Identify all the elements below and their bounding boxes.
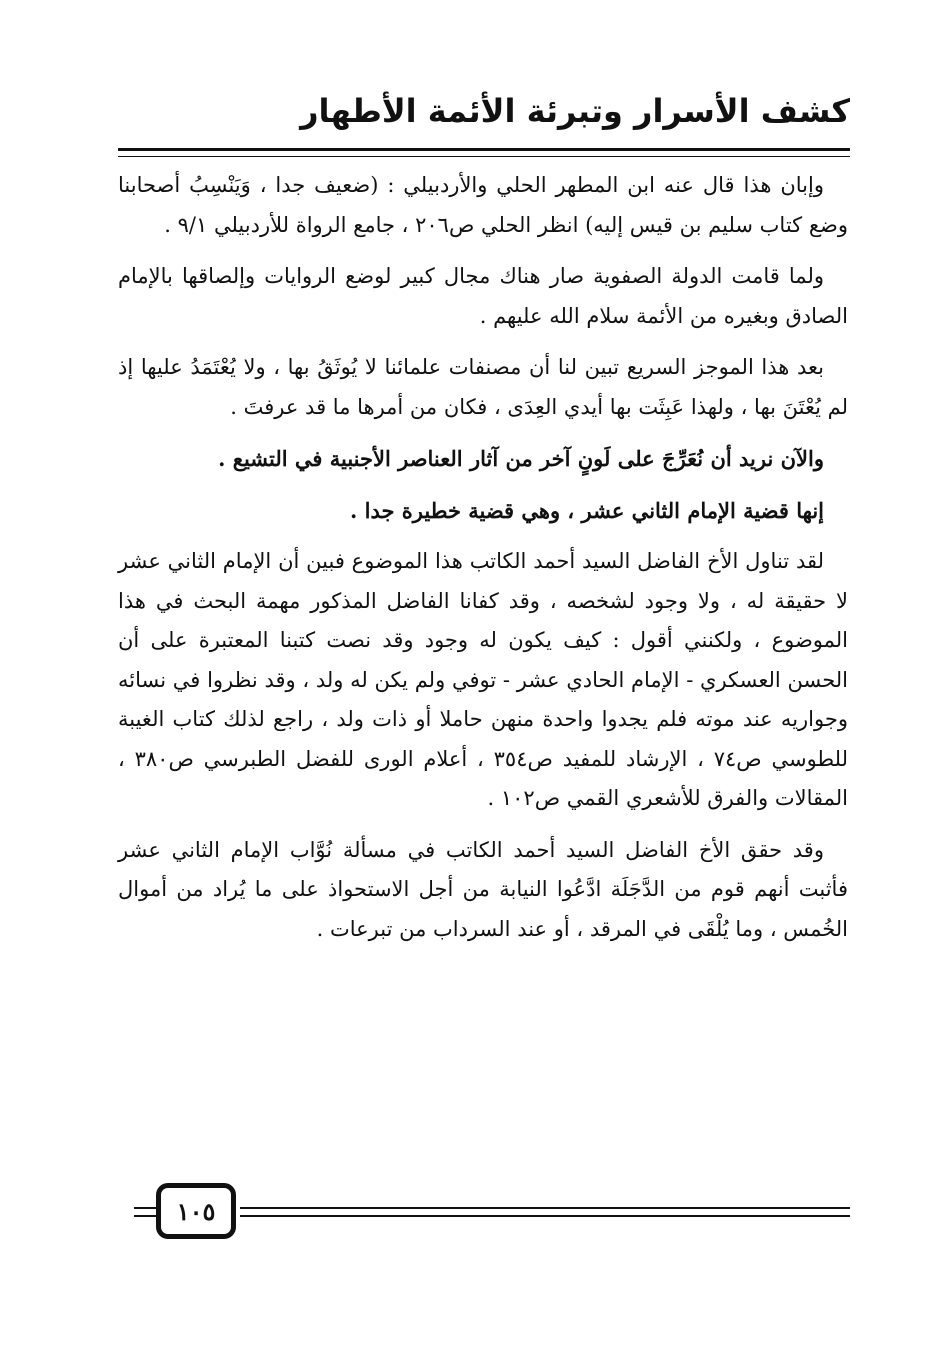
paragraph-1: وإبان هذا قال عنه ابن المطهر الحلي والأردبيلي : (ضعيف جدا ، وَيَنْسِبُ أصحابنا وضع كتاب سليم بن قيس إليه) انظر الحلي ص٢٠٦ ، جامع الرواة للأردبيلي ٩/١ . [118,173,848,237]
running-header-title: كشف الأسرار وتبرئة الأئمة الأطهار [300,92,850,130]
paragraph-7: وقد حقق الأخ الفاضل السيد أحمد الكاتب في مسألة نُوَّاب الإمام الثاني عشر فأثبت أنهم قوم من الدَّجَلَة ادَّعُوا النيابة من أجل الاستحواذ على ما يُراد من أموال الخُمس ، وما يُلْقَى في المرقد ، أو عند السرداب من تبرعات . [118,837,848,941]
paragraph-2: ولما قامت الدولة الصفوية صار هناك مجال كبير لوضع الروايات وإلصاقها بالإمام الصادق وبغيره من الأئمة سلام الله عليهم . [118,264,848,328]
paragraph-6: لقد تناول الأخ الفاضل السيد أحمد الكاتب هذا الموضوع فبين أن الإمام الثاني عشر لا حقيقة له ، ولا وجود لشخصه ، وقد كفانا الفاضل المذكور مهمة البحث في هذا الموضوع ، ولكنني أقول : كيف يكون له وجود وقد نصت كتبنا المعتبرة على أن الحسن العسكري - الإمام الحادي عشر - توفي ولم يكن له ولد ، وقد نظروا في نسائه وجواريه عند موته فلم يجدوا واحدة منهن حاملا أو ذات ولد ، راجع لذلك كتاب الغيبة للطوسي ص٧٤ ، الإرشاد للمفيد ص٣٥٤ ، أعلام الورى للفضل الطبرسي ص٣٨٠ ، المقالات والفرق للأشعري القمي ص١٠٢ . [118,549,849,810]
footer-rule-right-1 [240,1207,850,1209]
header-rule-thick [118,148,850,151]
page-number: ١٠٥ [176,1196,216,1226]
footer-rule-left-1 [134,1207,156,1209]
footer-rule-right-2 [240,1215,850,1217]
page-number-box [156,1183,236,1239]
header-rule-thin [118,156,850,157]
paragraph-5: إنها قضية الإمام الثاني عشر ، وهي قضية خطيرة جدا . [350,497,824,523]
paragraph-3: بعد هذا الموجز السريع تبين لنا أن مصنفات علمائنا لا يُوثَقُ بها ، ولا يُعْتَمَدُ عليها إذ لم يُعْتَنَ بها ، ولهذا عَبِثَت بها أيدي العِدَى ، فكان من أمرها ما قد عرفتَ . [118,355,848,419]
body-text [118,166,848,961]
paragraph-4: والآن نريد أن نُعَرِّجَ على لَونٍ آخر من آثار العناصر الأجنبية في التشيع . [218,446,824,471]
footer-rule-left-2 [134,1215,156,1217]
